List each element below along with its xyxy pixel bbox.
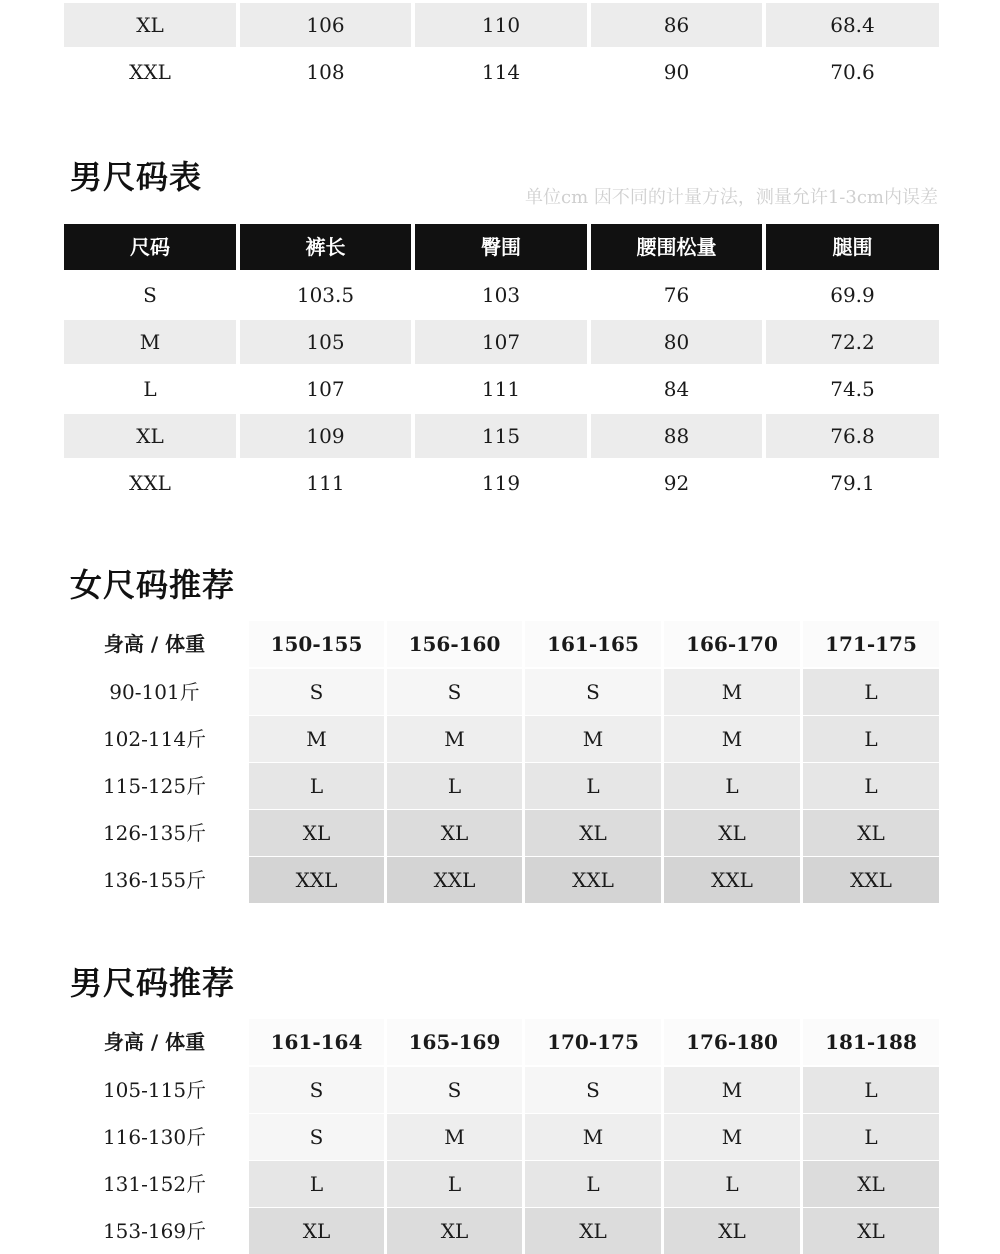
table-cell: XL — [803, 1208, 939, 1254]
table-row — [64, 1067, 939, 1113]
table-cell: M — [664, 1067, 800, 1113]
table-row — [64, 273, 939, 317]
table-cell: 88 — [591, 414, 762, 458]
row-label: 131-152斤 — [64, 1161, 245, 1207]
men-recommend-title: 男尺码推荐 — [70, 964, 236, 1002]
table-cell: L — [664, 763, 800, 809]
table-cell: 103 — [481, 283, 521, 307]
table-header-row — [64, 1019, 939, 1065]
table-cell: XL — [525, 1208, 661, 1254]
table-cell: 92 — [663, 471, 690, 495]
table-cell: L — [249, 763, 384, 809]
column-header: 150-155 — [249, 621, 384, 667]
table-cell: 107 — [306, 377, 345, 401]
table-cell: 74.5 — [830, 377, 875, 401]
table-cell: M — [664, 716, 800, 762]
column-header: 166-170 — [664, 621, 800, 667]
table-cell: 111 — [481, 377, 521, 401]
table-cell: 110 — [415, 3, 587, 47]
table-cell: S — [387, 1067, 522, 1113]
table-cell: 107 — [415, 320, 587, 364]
table-cell: 115 — [415, 414, 587, 458]
row-label: 126-135斤 — [64, 810, 245, 856]
table-row — [64, 857, 939, 903]
table-cell: S — [525, 1067, 661, 1113]
table-cell: L — [387, 1161, 522, 1207]
table-cell: 105 — [240, 320, 411, 364]
column-header: 176-180 — [664, 1019, 800, 1065]
table-cell: 108 — [306, 60, 345, 84]
table-row — [64, 320, 939, 364]
table-cell: L — [803, 763, 939, 809]
table-row — [64, 50, 939, 94]
table-cell: S — [249, 1067, 384, 1113]
column-header: 171-175 — [803, 621, 939, 667]
table-cell: S — [249, 669, 384, 715]
table-row — [64, 461, 939, 505]
column-header: 161-164 — [249, 1019, 384, 1065]
table-row — [64, 810, 939, 856]
table-cell: XL — [249, 810, 384, 856]
table-cell: XL — [387, 810, 522, 856]
row-label: 115-125斤 — [64, 763, 245, 809]
table-cell: L — [803, 1114, 939, 1160]
column-header: 161-165 — [525, 621, 661, 667]
table-cell: XXL — [664, 857, 800, 903]
men-size-table-title: 男尺码表 — [70, 158, 203, 196]
table-header-row — [64, 224, 939, 268]
table-cell: XL — [64, 414, 236, 458]
table-cell: M — [664, 1114, 800, 1160]
table-cell: L — [803, 669, 939, 715]
table-cell: XXL — [129, 60, 171, 84]
column-header: 身高 / 体重 — [64, 1019, 245, 1065]
table-cell: S — [387, 669, 522, 715]
table-cell: S — [249, 1114, 384, 1160]
table-cell: M — [387, 1114, 522, 1160]
table-cell: 106 — [240, 3, 411, 47]
column-header: 臀围 — [415, 224, 587, 270]
table-cell: XL — [249, 1208, 384, 1254]
table-cell: M — [387, 716, 522, 762]
table-cell: XXL — [249, 857, 384, 903]
table-cell: 68.4 — [766, 3, 939, 47]
table-cell: 84 — [663, 377, 690, 401]
table-cell: XXL — [129, 471, 171, 495]
table-cell: 111 — [306, 471, 345, 495]
table-cell: XL — [64, 3, 236, 47]
table-cell: 109 — [240, 414, 411, 458]
table-cell: 80 — [591, 320, 762, 364]
table-cell: 114 — [481, 60, 521, 84]
table-row — [64, 1114, 939, 1160]
table-cell: 69.9 — [830, 283, 875, 307]
column-header: 165-169 — [387, 1019, 522, 1065]
table-cell: XL — [664, 1208, 800, 1254]
table-row — [64, 669, 939, 715]
table-cell: 86 — [591, 3, 762, 47]
table-cell: 79.1 — [830, 471, 875, 495]
table-cell: M — [525, 716, 661, 762]
table-row — [64, 414, 939, 458]
column-header: 身高 / 体重 — [64, 621, 245, 667]
column-header: 尺码 — [64, 224, 236, 270]
table-cell: L — [249, 1161, 384, 1207]
table-cell: 90 — [663, 60, 690, 84]
column-header: 裤长 — [240, 224, 411, 270]
column-header: 181-188 — [803, 1019, 939, 1065]
table-cell: M — [249, 716, 384, 762]
row-label: 90-101斤 — [64, 669, 245, 715]
women-recommend-title: 女尺码推荐 — [70, 566, 236, 604]
column-header: 170-175 — [525, 1019, 661, 1065]
row-label: 153-169斤 — [64, 1208, 245, 1254]
table-cell: XL — [664, 810, 800, 856]
table-cell: XXL — [803, 857, 939, 903]
table-cell: XL — [525, 810, 661, 856]
table-cell: 103.5 — [296, 283, 355, 307]
table-row — [64, 1161, 939, 1207]
row-label: 105-115斤 — [64, 1067, 245, 1113]
table-cell: L — [803, 716, 939, 762]
table-cell: M — [664, 669, 800, 715]
table-row — [64, 367, 939, 411]
table-cell: 76 — [663, 283, 690, 307]
table-header-row — [64, 621, 939, 667]
table-row — [64, 3, 939, 47]
table-cell: M — [525, 1114, 661, 1160]
column-header: 腿围 — [766, 224, 939, 270]
table-cell: XXL — [387, 857, 522, 903]
row-label: 102-114斤 — [64, 716, 245, 762]
table-cell: XL — [803, 1161, 939, 1207]
row-label: 116-130斤 — [64, 1114, 245, 1160]
table-cell: 76.8 — [766, 414, 939, 458]
table-cell: XL — [803, 810, 939, 856]
table-cell: 72.2 — [766, 320, 939, 364]
table-cell: XL — [387, 1208, 522, 1254]
table-cell: 70.6 — [830, 60, 875, 84]
table-cell: L — [387, 763, 522, 809]
table-row — [64, 716, 939, 762]
table-cell: L — [525, 763, 661, 809]
table-row — [64, 1208, 939, 1254]
table-cell: L — [664, 1161, 800, 1207]
row-label: 136-155斤 — [64, 857, 245, 903]
column-header: 腰围松量 — [591, 224, 762, 270]
table-cell: S — [525, 669, 661, 715]
table-row — [64, 763, 939, 809]
column-header: 156-160 — [387, 621, 522, 667]
table-cell: L — [143, 377, 157, 401]
table-cell: S — [143, 283, 157, 307]
table-cell: M — [64, 320, 236, 364]
table-cell: XXL — [525, 857, 661, 903]
measurement-note: 单位cm 因不同的计量方法，测量允许1-3cm内误差 — [524, 187, 938, 208]
table-cell: L — [525, 1161, 661, 1207]
table-cell: L — [803, 1067, 939, 1113]
table-cell: 119 — [481, 471, 521, 495]
